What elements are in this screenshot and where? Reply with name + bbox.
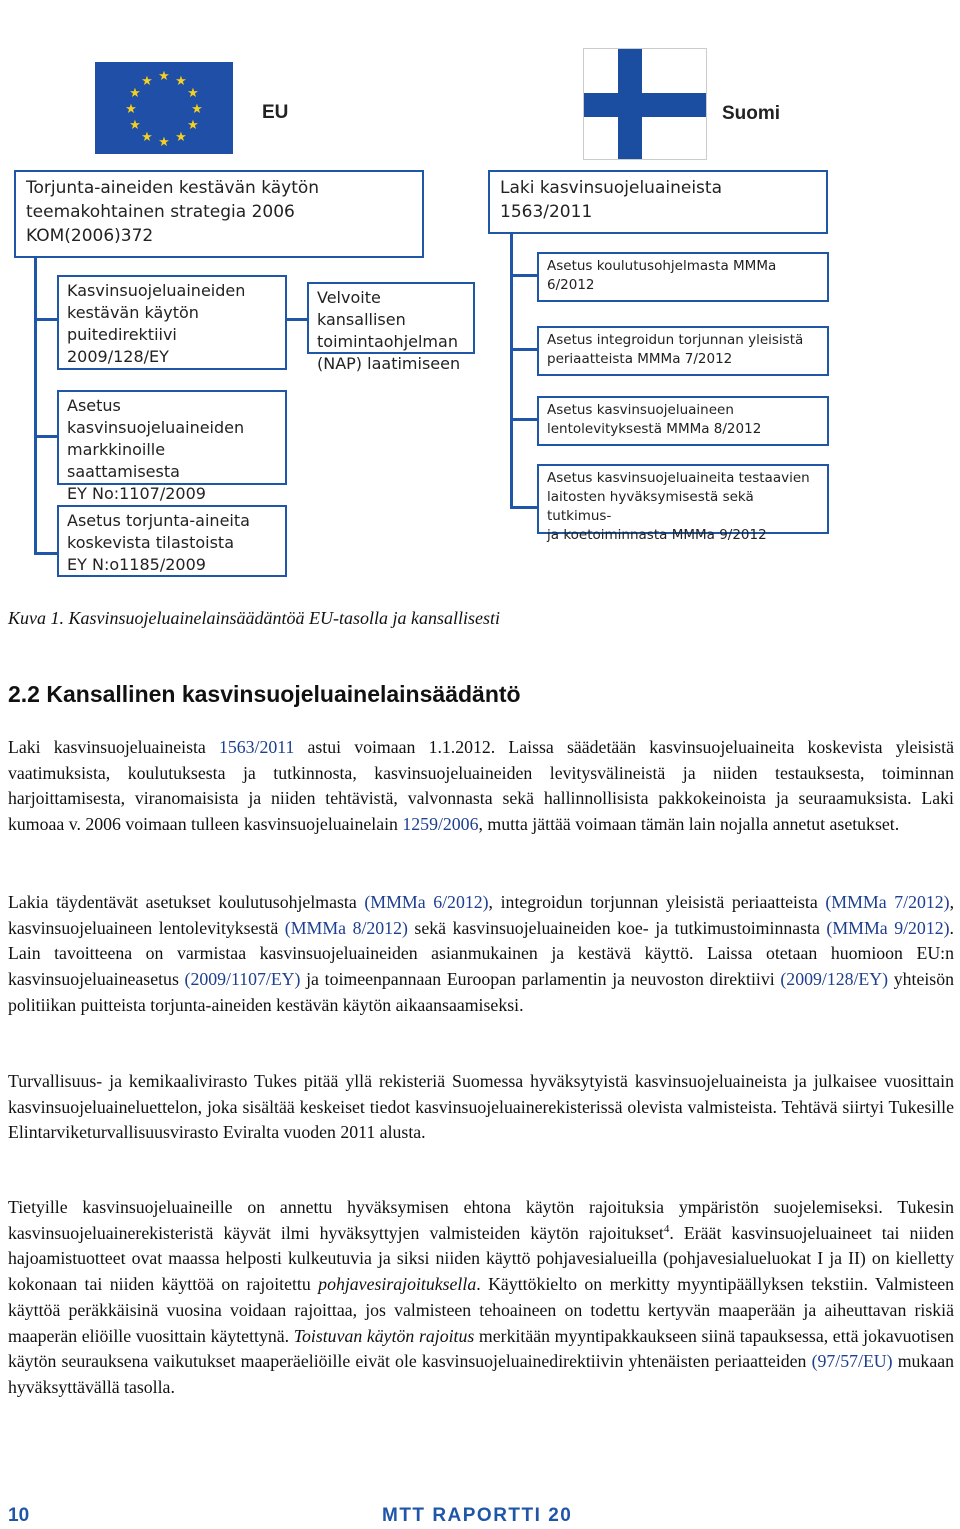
svg-text:★: ★	[187, 118, 199, 133]
svg-text:★: ★	[158, 69, 170, 84]
paragraph-3: Turvallisuus- ja kemikaalivirasto Tukes pitää yllä rekisteriä Suomessa hyväksytyistä kasvinsuojeluaineista ja julkaisee vuosittain kasvinsuojeluaineluettelon, joka sisältää keskeiset tiedot kasvinsuojeluainerekisterissä olevista valmisteista. Tehtävä siirtyi Tukesille Elintarviketurvallisuusvirasto Eviralta vuoden 2011 alusta.	[8, 1071, 954, 1143]
svg-text:★: ★	[129, 86, 141, 101]
fi-label: Suomi	[722, 103, 781, 124]
eu-regulation-box: Asetus kasvinsuojeluaineiden markkinoille saattamisesta EY No:1107/2009	[57, 390, 287, 485]
svg-text:★: ★	[191, 102, 203, 117]
eu-connector	[34, 258, 37, 553]
eu-label: EU	[262, 102, 289, 123]
ref-link[interactable]: (2009/128/EY)	[780, 969, 889, 990]
fi-testing-box: Asetus kasvinsuojeluaineita testaavien laitosten hyväksymisestä sekä tutkimus- ja koetoiminnasta MMMa 9/2012	[537, 464, 829, 534]
svg-text:★: ★	[158, 135, 170, 150]
ref-link[interactable]: (2009/1107/EY)	[184, 969, 301, 990]
eu-statistics-box: Asetus torjunta-aineita koskevista tilastoista EY N:o1185/2009	[57, 505, 287, 577]
eu-directive-box: Kasvinsuojeluaineiden kestävän käytön puitedirektiivi 2009/128/EY	[57, 275, 287, 370]
ref-link[interactable]: (MMMa 6/2012)	[364, 892, 489, 912]
ref-link[interactable]: 1563/2011	[218, 737, 295, 757]
ref-link[interactable]: (MMMa 9/2012)	[826, 917, 950, 938]
paragraph-1: Laki kasvinsuojeluaineista 1563/2011 astui voimaan 1.1.2012. Laissa säädetään kasvinsuojeluaineita koskevista yleisistä vaatimuksista, koulutuksesta ja tutkinnosta, kasvinsuojeluaineiden levitysvälineistä ja niiden testauksesta, toiminnan harjoittamisesta, viranomaisista ja niiden tehtävistä, valvonnasta sekä hallinnollisista pakkokeinoista ja seuraamuksista. Laki kumoaa v. 2006 voimaan tulleen kasvinsuojeluainelain 1259/2006, mutta jättää voimaan tämän lain nojalla annetut asetukset.	[8, 737, 954, 835]
ref-link[interactable]: (MMMa 8/2012)	[284, 917, 408, 938]
eu-strategy-box: Torjunta-aineiden kestävän käytön teemakohtainen strategia 2006 KOM(2006)372	[14, 170, 424, 258]
eu-nap-box: Velvoite kansallisen toimintaohjelman (NAP) laatimiseen	[307, 282, 475, 354]
paragraph-2: Lakia täydentävät asetukset koulutusohjelmasta (MMMa 6/2012), integroidun torjunnan yleisistä periaatteista (MMMa 7/2012), kasvinsuojeluaineen lentolevityksestä (MMMa 8/2012) sekä kasvinsuojeluaineiden koe- ja tutkimustoiminnasta (MMMa 9/2012). Lain tavoitteena on varmistaa kasvinsuojeluaineiden asianmukainen ja kestävä käyttö. Laissa otetaan huomioon EU:n kasvinsuojeluaineasetus (2009/1107/EY) ja toimeenpannaan Euroopan parlamentin ja neuvoston direktiivi (2009/128/EY) yhteisön politiikan puitteista torjunta-aineiden kestävän käytön aikaansaamiseksi.	[8, 892, 955, 1015]
paragraph-4: Tietyille kasvinsuojeluaineille on annettu hyväksymisen ehtona käytön rajoituksia ympäristön suojelemiseksi. Tukesin kasvinsuojeluainerekisteristä käyvät ilmi hyväksyttyjen valmisteiden käytön rajoitukset$^4$. Eräät kasvinsuojeluaineet tai niiden hajoamistuotteet ovat maassa helposti kulkeutuvia ja siksi niiden käyttö pohjavesialueilla (pohjavesialueluokat I ja II) on kielletty kokonaan tai niiden käyttöä on rajoitettu pohjavesirajoituksella. Käyttökielto on merkitty myyntipäällyksen tekstiin. Valmisteen käyttöä peräkkäisinä vuosina voidaan rajoittaa, jos valmisteen tehoaineen on todettu kertyvän maaperään ja aiheuttavan riskiä maaperän eliöille vuosittain käytettynä. Toistuvan käytön rajoitus merkitään myyntipakkaukseen siinä tapauksessa, että jokavuotisen käytön seurauksena vaikutukset maaperäeliöille eivät ole kasvinsuojeluainedirektiivin yhtenäisten periaatteiden (97/57/EU) mukaan hyväksyttävällä tasolla.	[8, 1197, 954, 1397]
svg-text:★: ★	[187, 86, 199, 101]
eu-flag-icon	[95, 62, 233, 154]
ref-link[interactable]: (MMMa 7/2012)	[825, 892, 950, 912]
fi-aerial-box: Asetus kasvinsuojeluaineen lentolevityksestä MMMa 8/2012	[537, 396, 829, 446]
section-heading: 2.2 Kansallinen kasvinsuojeluainelainsäädäntö	[8, 681, 521, 707]
figure-caption: Kuva 1. Kasvinsuojeluainelainsäädäntöä EU-tasolla ja kansallisesti	[8, 608, 500, 628]
fi-law-box: Laki kasvinsuojeluaineista 1563/2011	[488, 170, 828, 234]
report-title: MTT RAPORTTI 20	[382, 1505, 573, 1526]
ref-link[interactable]: 1259/2006	[402, 814, 479, 835]
fi-ipm-box: Asetus integroidun torjunnan yleisistä periaatteista MMMa 7/2012	[537, 326, 829, 376]
fi-training-box: Asetus koulutusohjelmasta MMMa 6/2012	[537, 252, 829, 302]
page-number: 10	[8, 1505, 30, 1526]
legislation-diagram	[0, 0, 960, 600]
ref-link[interactable]: (97/57/EU)	[811, 1351, 893, 1372]
svg-text:★: ★	[141, 130, 153, 145]
svg-text:★: ★	[175, 74, 187, 89]
finland-flag-icon	[583, 48, 707, 160]
svg-text:★: ★	[129, 118, 141, 133]
svg-text:★: ★	[125, 102, 137, 117]
svg-text:★: ★	[175, 130, 187, 145]
svg-text:★: ★	[141, 74, 153, 89]
